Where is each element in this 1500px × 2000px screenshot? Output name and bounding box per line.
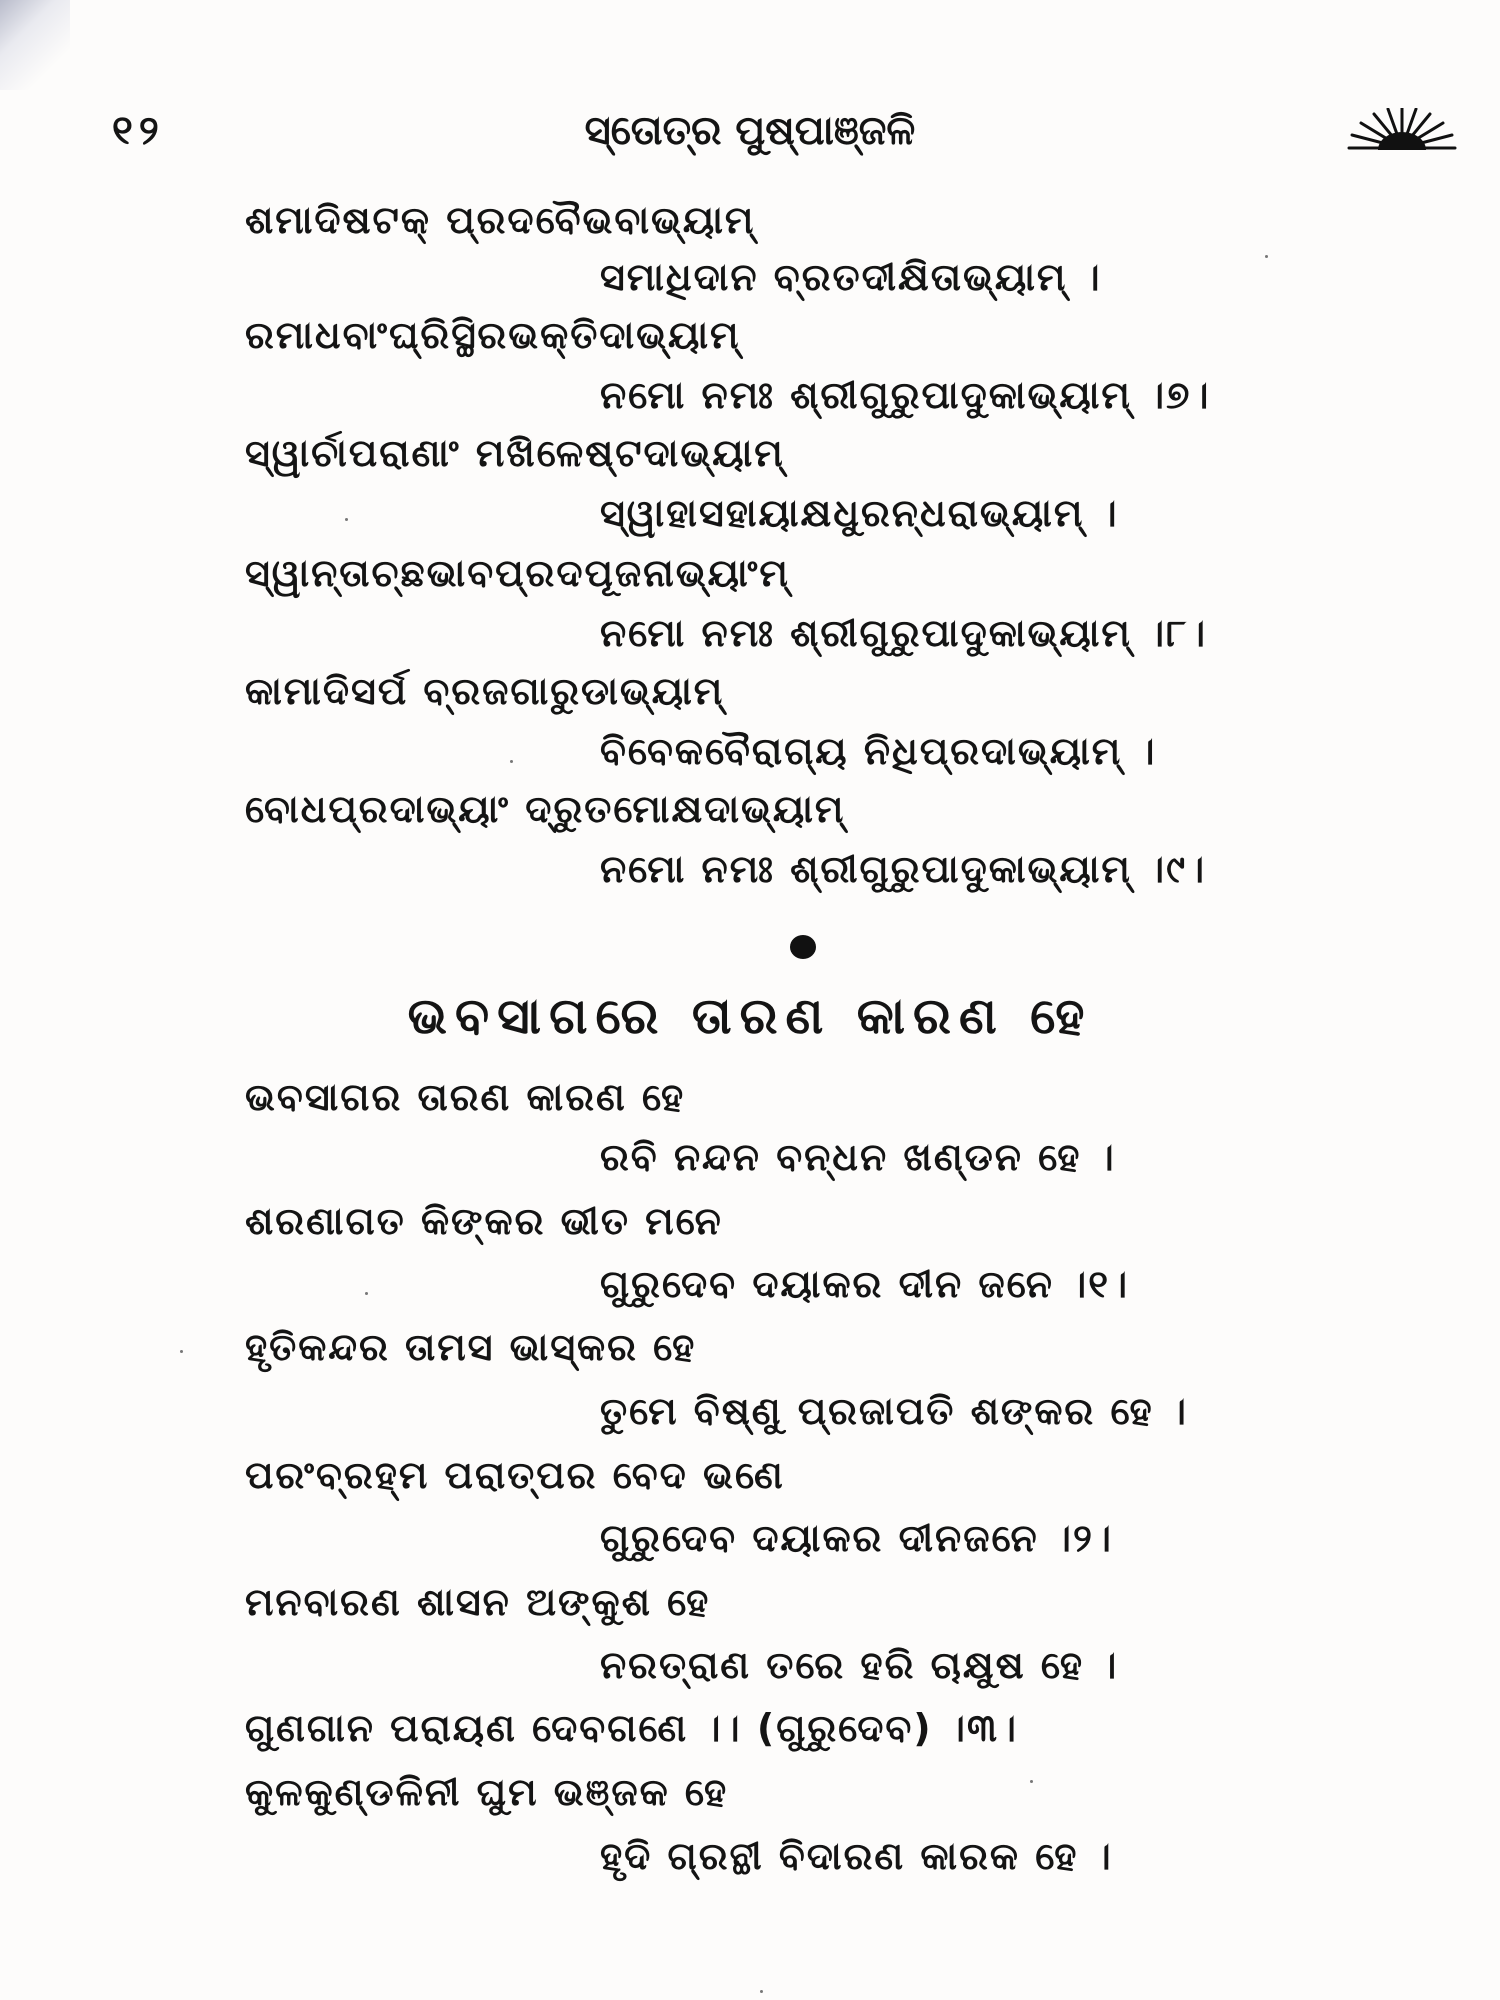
verse-line: ସ୍ୱାର୍ଚାପରାଣାଂ ମଖିଳେଷ୍ଟଦାଭ୍ୟାମ୍: [245, 431, 785, 475]
scan-speck: [760, 1990, 763, 1993]
verse-line: ହୃଦି ଗ୍ରନ୍ଥୀ ବିଦାରଣ କାରକ ହେ ।: [600, 1834, 1113, 1878]
page-header: [0, 108, 1500, 168]
verse-line: କୁଳକୁଣ୍ଡଳିନୀ ଘୁମ ଭଞ୍ଜକ ହେ: [245, 1770, 729, 1814]
scan-speck: [180, 1350, 183, 1353]
scan-speck: [345, 518, 348, 521]
verse-line: ନରତ୍ରାଣ ତରେ ହରି ଚାକ୍ଷୁଷ ହେ ।: [600, 1643, 1119, 1687]
section-separator-dot: [790, 935, 816, 959]
verse-line: ହୃତିକନ୍ଦର ତାମସ ଭାସ୍କର ହେ: [245, 1325, 697, 1369]
verse-line: ଗୁରୁଦେବ ଦୟାକର ଦୀନ ଜନେ ।୧।: [600, 1262, 1130, 1306]
verse-line: ପରଂବ୍ରହ୍ମ ପରାତ୍ପର ବେଦ ଭଣେ: [245, 1453, 785, 1497]
scan-speck: [365, 1292, 368, 1295]
scan-speck: [1265, 255, 1268, 258]
verse-line: ନମୋ ନମଃ ଶ୍ରୀଗୁରୁପାଦୁକାଭ୍ୟାମ୍ ।୯।: [600, 847, 1207, 891]
verse-line: ଶରଣାଗତ କିଙ୍କର ଭୀତ ମନେ: [245, 1199, 723, 1243]
page-corner-shadow: [0, 0, 70, 90]
verse-line: ମନବାରଣ ଶାସନ ଅଙ୍କୁଶ ହେ: [245, 1580, 711, 1624]
song-title: ଭବସାଗରେ ତାରଣ କାରଣ ହେ: [407, 987, 1093, 1045]
verse-line: ରବି ନନ୍ଦନ ବନ୍ଧନ ଖଣ୍ଡନ ହେ ।: [600, 1135, 1116, 1179]
verse-line: ବୋଧପ୍ରଦାଭ୍ୟାଂ ଦ୍ରୁତମୋକ୍ଷଦାଭ୍ୟାମ୍: [245, 787, 846, 831]
rising-sun-icon: [1343, 108, 1461, 152]
verse-line: ନମୋ ନମଃ ଶ୍ରୀଗୁରୁପାଦୁକାଭ୍ୟାମ୍ ।୭।: [600, 373, 1211, 417]
verse-line: ଗୁରୁଦେବ ଦୟାକର ଦୀନଜନେ ।୨।: [600, 1516, 1114, 1560]
verse-line: ରମାଧବାଂଘ୍ରିସ୍ଥିରଭକ୍ତିଦାଭ୍ୟାମ୍: [245, 313, 741, 357]
verse-line: ନମୋ ନମଃ ଶ୍ରୀଗୁରୁପାଦୁକାଭ୍ୟାମ୍ ।୮।: [600, 611, 1208, 655]
verse-line: ତୁମେ ବିଷ୍ଣୁ ପ୍ରଜାପତି ଶଙ୍କର ହେ ।: [600, 1389, 1188, 1433]
verse-line: କାମାଦିସର୍ପ ବ୍ରଜଗାରୁଡାଭ୍ୟାମ୍: [245, 669, 725, 713]
verse-line: ସ୍ୱାନ୍ତାଚ୍ଛଭାବପ୍ରଦପୂଜନାଭ୍ୟାଂମ୍: [245, 551, 790, 595]
scan-speck: [510, 760, 513, 763]
verse-line: ଭବସାଗର ତାରଣ କାରଣ ହେ: [245, 1075, 686, 1119]
scan-speck: [1030, 1780, 1033, 1783]
verse-line: ଶମାଦିଷଟକ୍ ପ୍ରଦବୈଭବାଭ୍ୟାମ୍: [245, 198, 756, 242]
verse-line: ଗୁଣଗାନ ପରାୟଣ ଦେବଗଣେ ।। (ଗୁରୁଦେବ) ।୩।: [245, 1706, 1018, 1750]
verse-line: ସମାଧିଦାନ ବ୍ରତଦୀକ୍ଷିତାଭ୍ୟାମ୍ ।: [600, 255, 1102, 299]
verse-line: ବିବେକବୈରାଗ୍ୟ ନିଧିପ୍ରଦାଭ୍ୟାମ୍ ।: [600, 729, 1157, 773]
running-title: ସ୍ତୋତ୍ର ପୁଷ୍ପାଞ୍ଜଳି: [584, 108, 916, 154]
page-number: ୧୨: [112, 108, 165, 154]
verse-line: ସ୍ୱାହାସହାୟାକ୍ଷଧୁରନ୍ଧରାଭ୍ୟାମ୍ ।: [600, 491, 1119, 535]
